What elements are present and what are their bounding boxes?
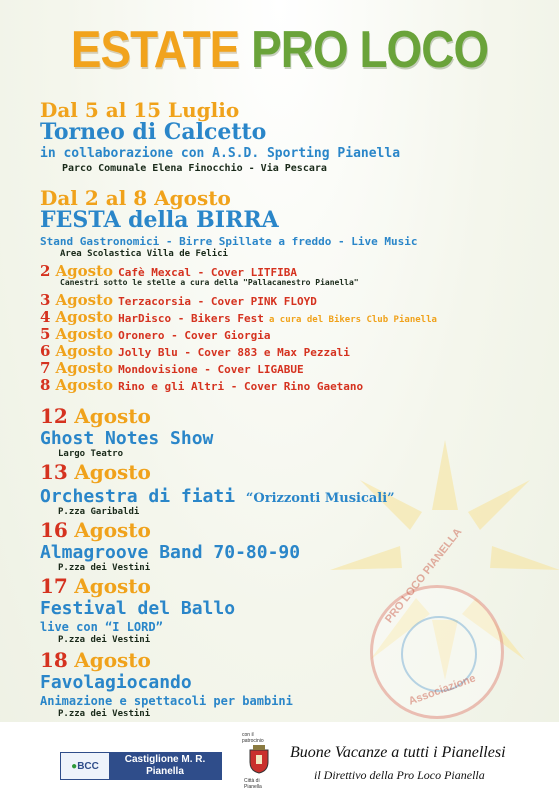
item-desc: Cafè Mexcal - Cover LITFIBA <box>118 266 297 279</box>
event1-name: Torneo di Calcetto <box>40 119 267 145</box>
logo-text-bottom: Associazione <box>407 672 478 708</box>
event-name-main: Orchestra di fiati <box>40 486 236 507</box>
city-crest <box>242 732 276 792</box>
greeting: Buone Vacanze a tutti i Pianellesi <box>290 744 506 761</box>
crest-bottom-text: Città di Pianella <box>244 778 262 790</box>
event2-location: Area Scolastica Villa de Felici <box>60 249 228 259</box>
event-location: Largo Teatro <box>58 449 124 459</box>
event1-dates: Dal 5 al 15 Luglio <box>40 98 240 122</box>
item-month: Agosto <box>55 308 114 326</box>
bcc-name-line1: Castiglione M. R. <box>124 753 206 765</box>
event-day: 18 <box>40 648 68 672</box>
bcc-name-line2: Pianella <box>146 765 184 777</box>
item-day: 8 <box>40 376 51 394</box>
event-day: 12 <box>40 404 68 428</box>
item-desc: HarDisco - Bikers Fest <box>118 312 264 325</box>
event1-location: Parco Comunale Elena Finocchio - Via Pescara <box>62 163 327 174</box>
item-note: a cura del Bikers Club Pianella <box>268 315 437 325</box>
event-name: Almagroove Band 70-80-90 <box>40 542 301 563</box>
event1-subtitle: in collaborazione con A.S.D. Sporting Pianella <box>40 146 401 161</box>
item-month: Agosto <box>55 325 114 343</box>
event-date <box>40 518 151 542</box>
item-month: Agosto <box>55 376 114 394</box>
event2-subtitle: Stand Gastronomici - Birre Spillate a freddo - Live Music <box>40 235 418 248</box>
crest-top-text: con il patrocinio <box>242 732 264 744</box>
signature: il Direttivo della Pro Loco Pianella <box>314 768 485 782</box>
event-month: Agosto <box>74 648 151 672</box>
event2-name: FESTA della BIRRA <box>40 207 279 233</box>
item-month: Agosto <box>55 291 114 309</box>
event-month: Agosto <box>74 404 151 428</box>
footer <box>0 722 559 800</box>
city-crest-icon <box>248 744 270 774</box>
event-date <box>40 460 151 484</box>
item-desc: Oronero - Cover Giorgia <box>118 329 271 342</box>
bcc-logo: ● BCC <box>61 753 109 779</box>
page-title <box>34 20 526 80</box>
event-name: Festival del Ballo <box>40 598 236 619</box>
event-day: 16 <box>40 518 68 542</box>
event-month: Agosto <box>74 460 151 484</box>
event-location: P.zza Garibaldi <box>58 507 140 517</box>
item-month: Agosto <box>55 262 114 280</box>
event-day: 17 <box>40 574 68 598</box>
item-desc: Mondovisione - Cover LIGABUE <box>118 363 304 376</box>
item-desc: Terzacorsia - Cover PINK FLOYD <box>118 295 317 308</box>
item-month: Agosto <box>55 359 114 377</box>
item-month: Agosto <box>55 342 114 360</box>
event-month: Agosto <box>74 574 151 598</box>
item-day: 5 <box>40 325 51 343</box>
event-location: P.zza dei Vestini <box>58 635 151 645</box>
item-desc: Jolly Blu - Cover 883 e Max Pezzali <box>118 346 350 359</box>
pro-loco-logo <box>370 526 504 719</box>
event-name: Ghost Notes Show <box>40 428 214 449</box>
event-name <box>40 486 395 507</box>
event-day: 13 <box>40 460 68 484</box>
event-location: P.zza dei Vestini <box>58 563 151 573</box>
event-date <box>40 574 151 598</box>
list-item <box>40 375 363 394</box>
item-note: Canestri sotto le stelle a cura della "Pallacanestro Pianella" <box>60 278 359 287</box>
item-day: 7 <box>40 359 51 377</box>
event2-dates: Dal 2 al 8 Agosto <box>40 186 231 210</box>
bcc-logo-text: BCC <box>77 760 99 772</box>
item-day: 6 <box>40 342 51 360</box>
item-day: 2 <box>40 262 51 280</box>
event-subtitle: live con “I LORD” <box>40 620 163 634</box>
item-day: 4 <box>40 308 51 326</box>
event-month: Agosto <box>74 518 151 542</box>
item-desc: Rino e gli Altri - Cover Rino Gaetano <box>118 380 364 393</box>
event-subtitle: Animazione e spettacoli per bambini <box>40 694 293 708</box>
title-estate: ESTATE <box>70 21 240 79</box>
item-day: 3 <box>40 291 51 309</box>
event-name-extra: “Orizzonti Musicali” <box>245 491 395 506</box>
logo-text-top: PRO LOCO PIANELLA <box>383 526 465 626</box>
event-name: Favolagiocando <box>40 672 192 693</box>
event-date <box>40 648 151 672</box>
title-pro-loco: PRO LOCO <box>251 21 489 79</box>
event-location: P.zza dei Vestini <box>58 709 151 719</box>
sponsor-bcc <box>60 752 222 780</box>
event-date <box>40 404 151 428</box>
bcc-name <box>109 753 221 780</box>
